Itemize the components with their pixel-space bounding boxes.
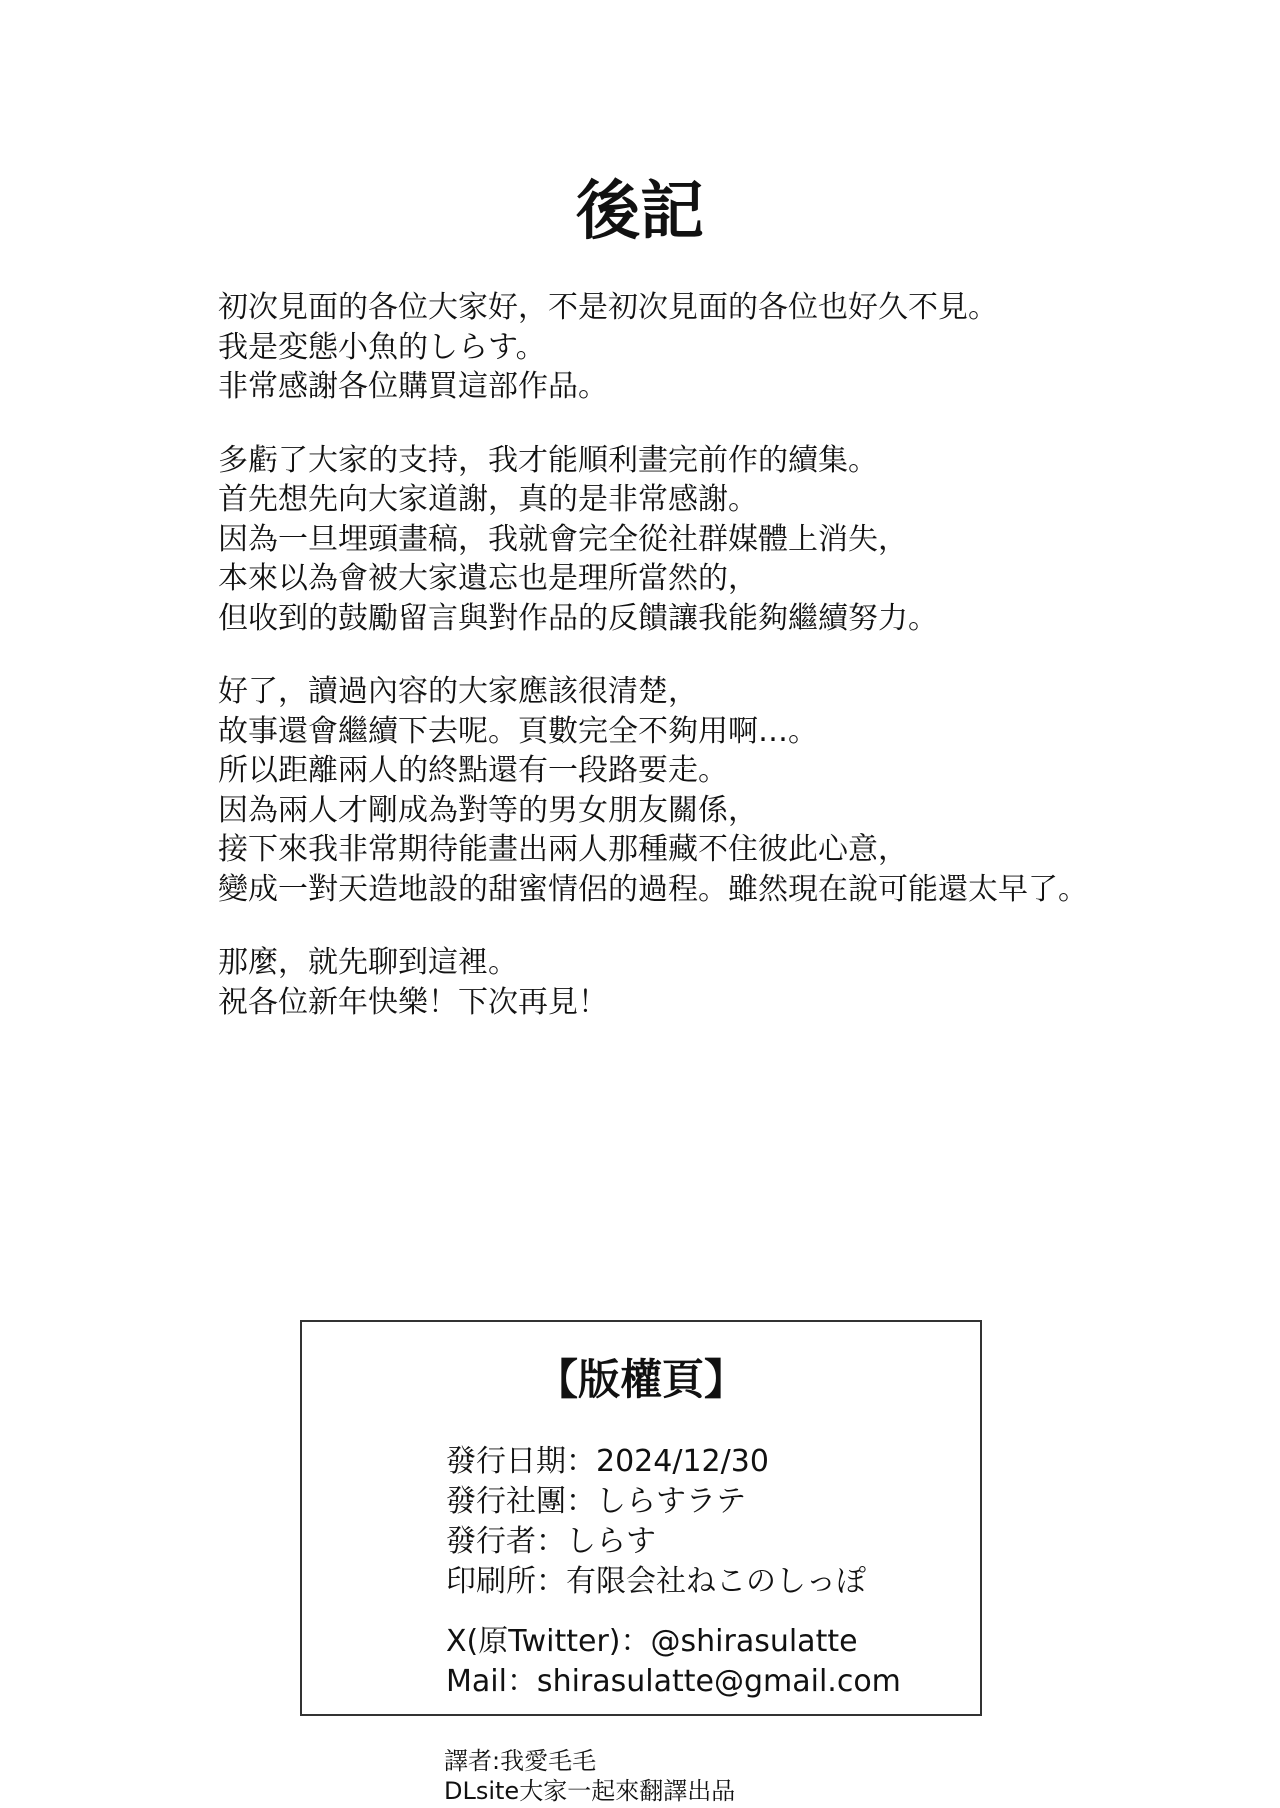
publication-info xyxy=(446,1442,866,1602)
afterword-line: 變成一對天造地設的甜蜜情侶的過程。雖然現在說可能還太早了。 xyxy=(218,871,1088,907)
twitter-handle: X(原Twitter)：@shirasulatte xyxy=(446,1624,858,1659)
afterword-line: 本來以為會被大家遺忘也是理所當然的， xyxy=(218,561,758,596)
mail-address: Mail：shirasulatte@gmail.com xyxy=(446,1664,901,1699)
afterword-line: 因為一旦埋頭畫稿，我就會完全從社群媒體上消失， xyxy=(218,521,908,557)
afterword-line: 接下來我非常期待能畫出兩人那種藏不住彼此心意， xyxy=(218,832,908,867)
afterword-line: 因為兩人才剛成為對等的男女朋友關係， xyxy=(218,792,758,828)
afterword-line: 祝各位新年快樂！下次再見！ xyxy=(218,984,608,1020)
afterword-line: 初次見面的各位大家好，不是初次見面的各位也好久不見。 xyxy=(218,290,998,325)
afterword-line: 好了，讀過內容的大家應該很清楚， xyxy=(218,674,698,709)
afterword-paragraph-closing xyxy=(218,943,1238,1022)
afterword-line: 多虧了大家的支持，我才能順利畫完前作的續集。 xyxy=(218,442,878,478)
afterword-line: 非常感謝各位購買這部作品。 xyxy=(218,369,608,404)
publishing-circle: 發行社團：しらすラテ xyxy=(446,1484,746,1519)
contact-info xyxy=(446,1622,901,1702)
afterword-line: 所以距離兩人的終點還有一段路要走。 xyxy=(218,753,728,788)
copyright-box xyxy=(300,1320,982,1716)
translation-group-credit: DLsite大家一起來翻譯出品 xyxy=(444,1777,736,1805)
printer: 印刷所：有限会社ねこのしっぽ xyxy=(446,1564,866,1599)
translation-credits xyxy=(444,1746,735,1806)
afterword-line: 首先想先向大家道謝，真的是非常感謝。 xyxy=(218,482,758,517)
afterword-paragraph-greeting xyxy=(218,288,1238,407)
publisher: 發行者：しらす xyxy=(446,1524,656,1559)
afterword-line: 故事還會繼續下去呢。頁數完全不夠用啊…。 xyxy=(218,713,818,749)
afterword-line: 那麼，就先聊到這裡。 xyxy=(218,945,518,980)
afterword-paragraph-story xyxy=(218,672,1238,909)
page-title: 後記 xyxy=(576,175,704,249)
publish-date: 發行日期：2024/12/30 xyxy=(446,1444,769,1479)
afterword-line: 但收到的鼓勵留言與對作品的反饋讓我能夠繼續努力。 xyxy=(218,600,938,636)
copyright-heading: 【版權頁】 xyxy=(535,1355,746,1404)
afterword-body xyxy=(218,288,1238,1056)
afterword-paragraph-thanks xyxy=(218,441,1238,639)
afterword-line: 我是変態小魚的しらす。 xyxy=(218,329,546,365)
translator-credit: 譯者:我愛毛毛 xyxy=(444,1747,597,1775)
